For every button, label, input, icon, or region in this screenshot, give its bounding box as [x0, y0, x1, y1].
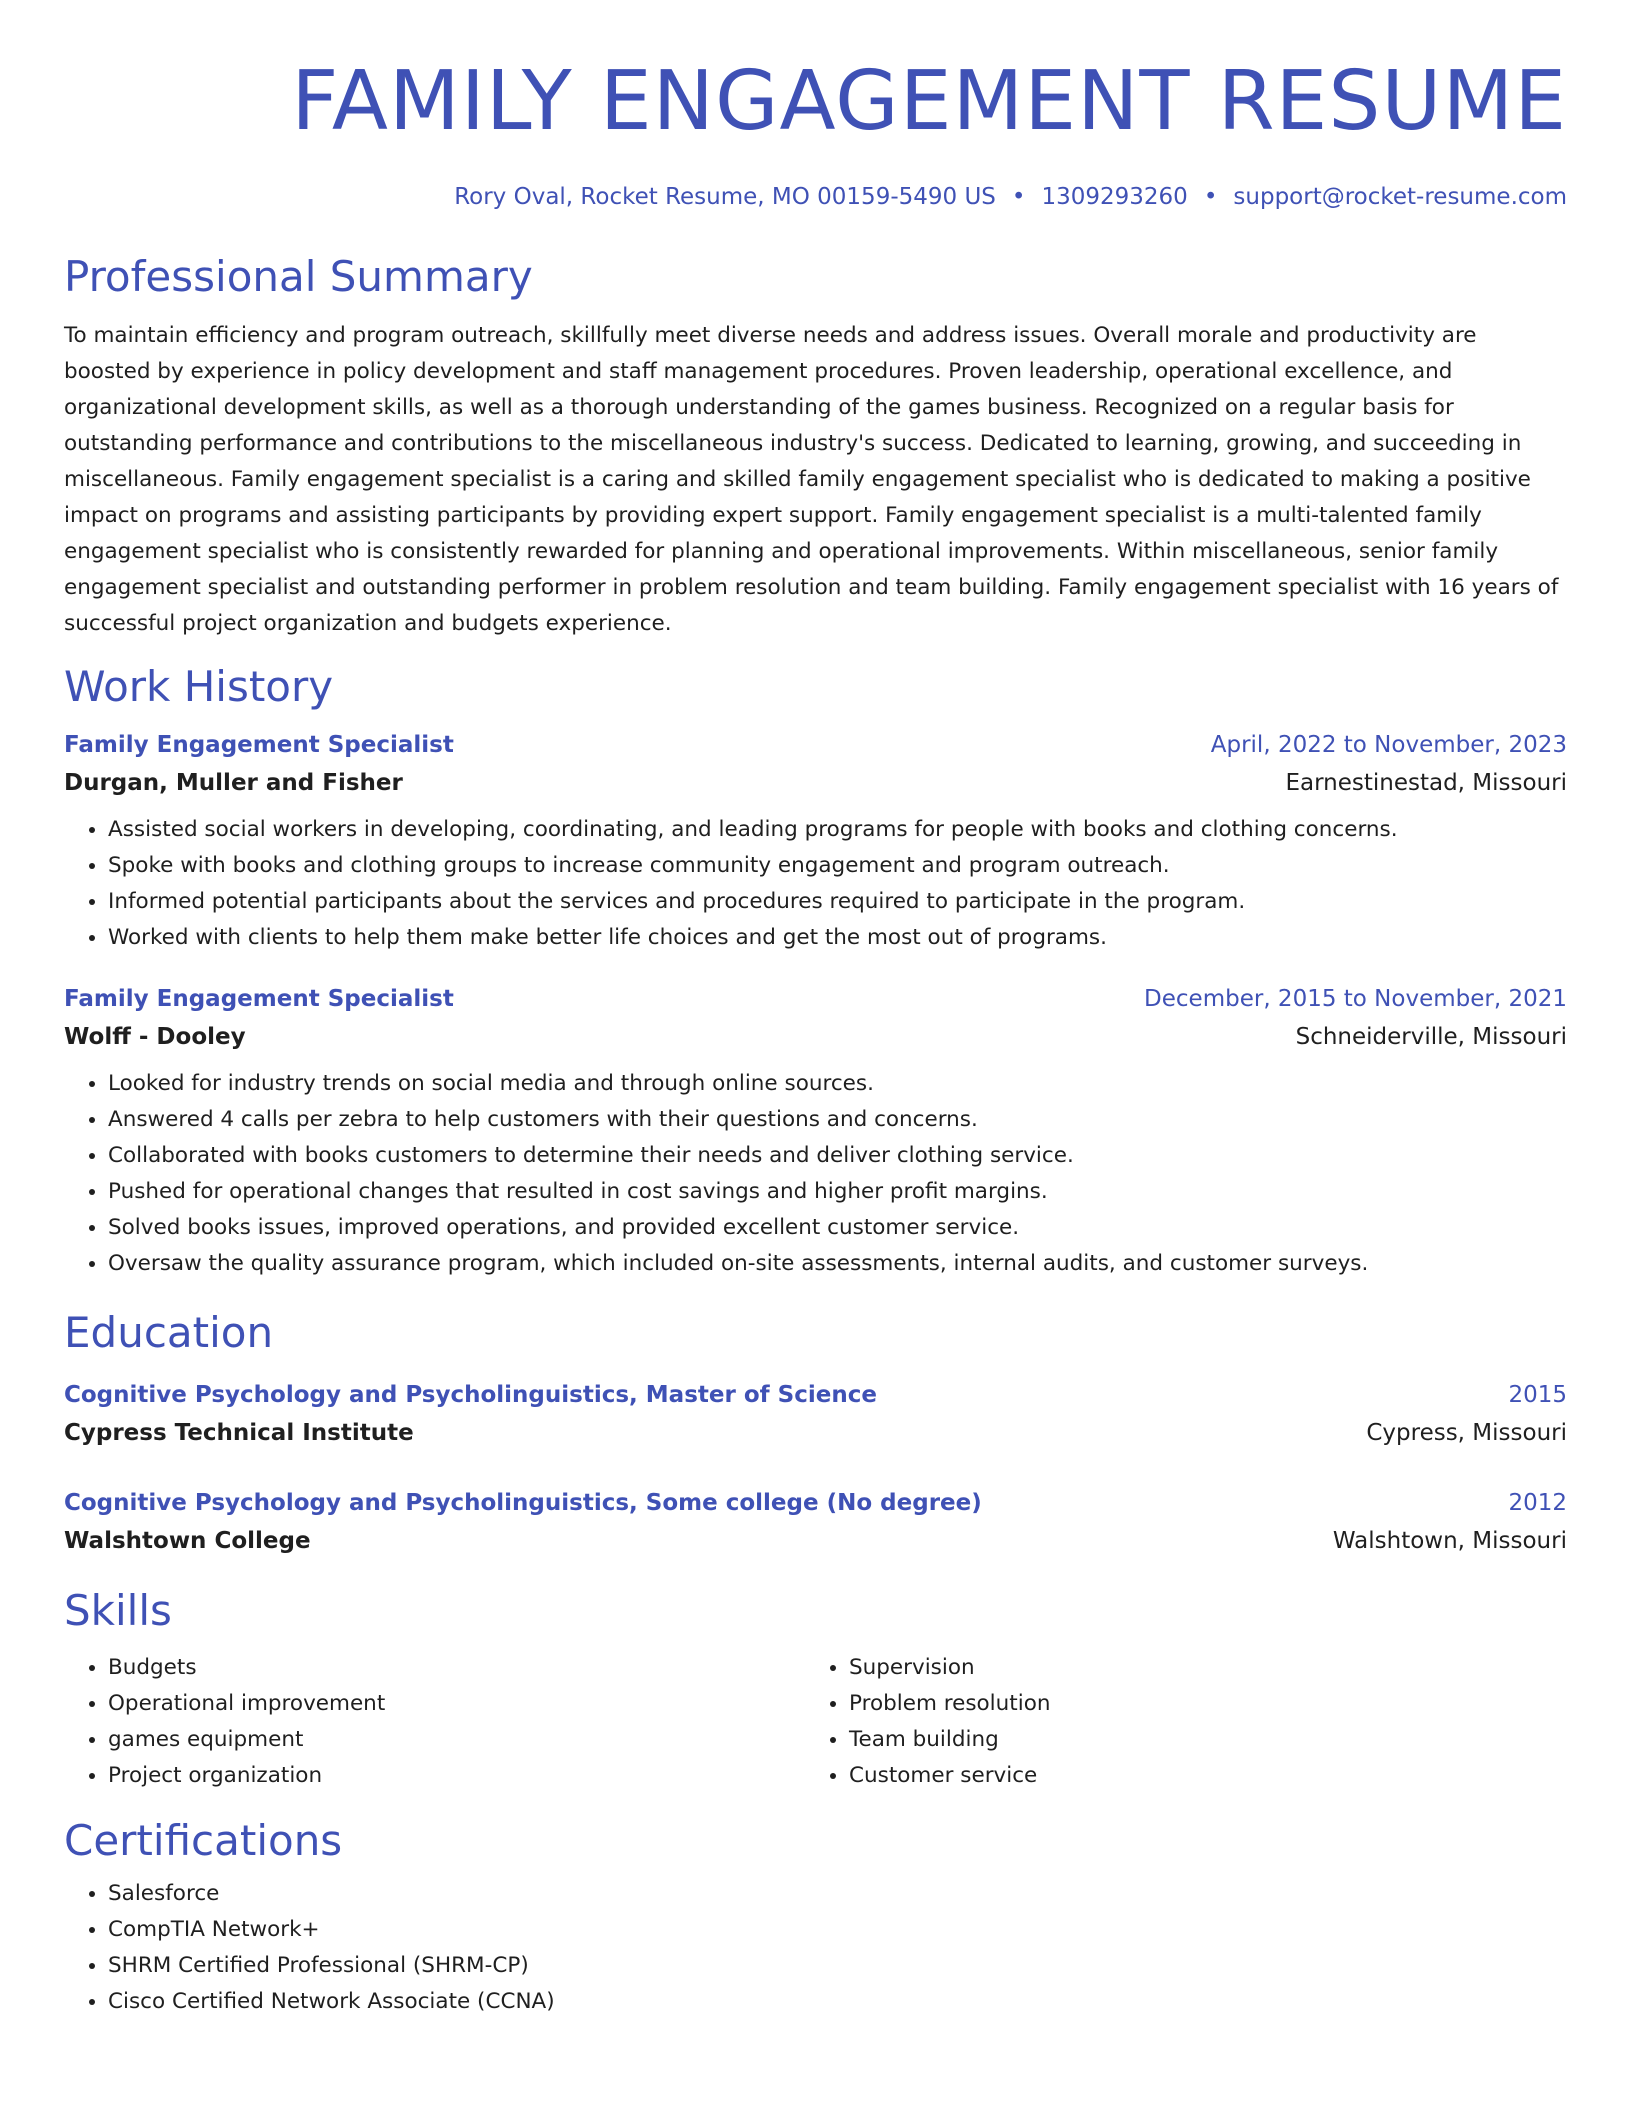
skill-item: • Operational improvement	[108, 1686, 805, 1722]
resume-page	[64, 0, 1567, 2020]
job-bullet: • Looked for industry trends on social media and through online sources.	[108, 1066, 1567, 1102]
skill-item: • games equipment	[108, 1722, 805, 1758]
job-bullets	[64, 812, 1567, 956]
resume-title: FAMILY ENGAGEMENT RESUME	[291, 54, 1567, 149]
job-company: Wolff - Dooley	[64, 1024, 246, 1050]
education-school: Walshtown College	[64, 1528, 311, 1554]
job-company: Durgan, Muller and Fisher	[64, 770, 403, 796]
education-heading: Education	[64, 1308, 274, 1357]
skills-columns	[64, 1650, 1567, 1794]
contact-email[interactable]: support@rocket-resume.com	[1233, 184, 1567, 210]
certifications-list	[64, 1876, 1567, 2020]
job-bullet: • Assisted social workers in developing, coordinating, and leading programs for people with books and clothing concerns.	[108, 812, 1567, 848]
skill-item: • Customer service	[849, 1758, 1546, 1794]
summary-text: To maintain efficiency and program outreach, skillfully meet diverse needs and address issues. Overall morale and productivity are boosted by experience in policy development and staff management procedures. Proven leadership, operational excellence, and organizational development skills, as well as a thorough understanding of the games business. Recognized on a regular basis for outstanding performance and contributions to the miscellaneous industry's success. Dedicated to learning, growing, and succeeding in miscellaneous. Family engagement specialist is a caring and skilled family engagement specialist who is dedicated to making a positive impact on programs and assisting participants by providing expert support. Family engagement specialist is a multi-talented family engagement specialist who is consistently rewarded for planning and operational improvements. Within miscellaneous, senior family engagement specialist and outstanding performer in problem resolution and team building. Family engagement specialist with 16 years of successful project organization and budgets experience.	[64, 323, 1559, 636]
job-entry	[64, 726, 1567, 956]
certification-item: • Salesforce	[108, 1876, 1567, 1912]
skill-item: • Supervision	[849, 1650, 1546, 1686]
education-degree: Cognitive Psychology and Psycholinguistics, Some college (No degree)	[64, 1490, 982, 1516]
skill-item: • Project organization	[108, 1758, 805, 1794]
job-bullet: • Answered 4 calls per zebra to help customers with their questions and concerns.	[108, 1102, 1567, 1138]
skill-item: • Team building	[849, 1722, 1546, 1758]
job-location: Schneiderville, Missouri	[1295, 1024, 1567, 1050]
education-degree: Cognitive Psychology and Psycholinguistics, Master of Science	[64, 1382, 877, 1408]
skills-list-left	[64, 1650, 805, 1794]
certification-item: • CompTIA Network+	[108, 1912, 1567, 1948]
contact-phone: 1309293260	[1041, 184, 1188, 210]
work-history-heading: Work History	[64, 662, 334, 711]
job-bullet: • Spoke with books and clothing groups to increase community engagement and program outreach.	[108, 848, 1567, 884]
job-bullet: • Informed potential participants about the services and procedures required to participate in the program.	[108, 884, 1567, 920]
certifications-heading: Certifications	[64, 1816, 343, 1865]
education-location: Cypress, Missouri	[1366, 1420, 1567, 1446]
education-school: Cypress Technical Institute	[64, 1420, 414, 1446]
job-role: Family Engagement Specialist	[64, 986, 454, 1012]
job-dates: December, 2015 to November, 2021	[1144, 986, 1567, 1012]
job-bullet: • Pushed for operational changes that resulted in cost savings and higher profit margins.	[108, 1174, 1567, 1210]
education-year: 2012	[1508, 1490, 1567, 1516]
certification-item: • Cisco Certified Network Associate (CCNA)	[108, 1984, 1567, 2020]
job-role: Family Engagement Specialist	[64, 732, 454, 758]
job-entry	[64, 980, 1567, 1282]
education-entry	[64, 1376, 1567, 1452]
job-bullet: • Solved books issues, improved operations, and provided excellent customer service.	[108, 1210, 1567, 1246]
job-bullet: • Oversaw the quality assurance program, which included on-site assessments, internal audits, and customer surveys.	[108, 1246, 1567, 1282]
contact-separator: •	[1011, 184, 1026, 210]
skills-list-right	[805, 1650, 1546, 1794]
summary-heading: Professional Summary	[64, 252, 533, 301]
job-bullets	[64, 1066, 1567, 1282]
job-bullet: • Worked with clients to help them make better life choices and get the most out of programs.	[108, 920, 1567, 956]
skill-item: • Problem resolution	[849, 1686, 1546, 1722]
contact-line	[64, 182, 1567, 212]
job-dates: April, 2022 to November, 2023	[1210, 732, 1567, 758]
job-bullet: • Collaborated with books customers to determine their needs and deliver clothing service.	[108, 1138, 1567, 1174]
education-entry	[64, 1484, 1567, 1560]
contact-separator: •	[1203, 184, 1218, 210]
education-year: 2015	[1508, 1382, 1567, 1408]
job-location: Earnestinestad, Missouri	[1285, 770, 1567, 796]
certification-item: • SHRM Certified Professional (SHRM-CP)	[108, 1948, 1567, 1984]
skills-heading: Skills	[64, 1586, 172, 1635]
education-location: Walshtown, Missouri	[1332, 1528, 1567, 1554]
skill-item: • Budgets	[108, 1650, 805, 1686]
contact-address: Rory Oval, Rocket Resume, MO 00159-5490 US	[454, 184, 996, 210]
